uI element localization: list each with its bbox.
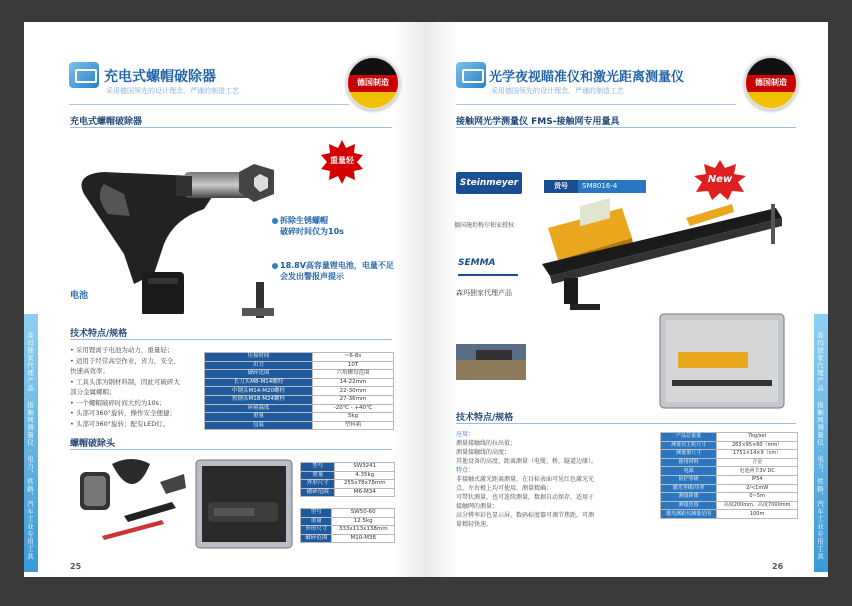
table-row: 出力 10T [205,361,394,370]
section-divider [456,423,796,424]
table-row: 激光等级/功率 2/<1mW [661,484,798,493]
table-row: 破碎范围 M10-M36 [301,534,395,543]
new-badge-label: New [707,174,733,185]
feature-item: • 一个螺帽破碎时间大约为10s； [70,398,166,407]
callout-rust-nut: 拆除生锈螺帽 破碎时间仅为10s [280,216,344,236]
callout-dot [272,263,278,269]
table-row: 型号 SW50-60 [301,509,395,518]
page-title: 充电式螺帽破除器 [104,69,216,85]
description-text [456,430,597,529]
description-line: 应用： [456,431,475,438]
lightweight-badge-label: 重量轻 [330,156,354,165]
table-row: 防护等级 IP54 [661,475,798,484]
tool-case-image [194,458,294,550]
callout-dot [272,218,278,224]
section-divider [70,339,392,340]
feature-item: 快速高效率； [70,367,109,375]
description-line: 非接触式激光距离测量，在目标表面可见红色激光光 [456,476,595,483]
table-row: 长刀头M8-M14螺栓 14-22mm [205,378,394,387]
header-divider [69,104,349,105]
section-divider [70,449,392,450]
section-title-heads: 螺帽破除头 [70,439,116,449]
page-number: 25 [70,562,82,571]
description-line: 其他设备的高度、距离测量（电缆、桥、隧道边缘）。 [456,458,598,465]
table-row: 激光测距仪测量范围 100m [661,510,798,519]
table-row: 产品总重量 7kg/set [661,433,798,442]
table-row: 重量 5kg [205,413,394,422]
table-row: 环境温度 -20℃ - +40℃ [205,404,394,413]
semma-logo: SEMMA [458,258,518,276]
spec-table [660,432,798,519]
page-subtitle: 采用德国领先的设计理念、严谨的制造工艺 [106,87,239,95]
section-header-icon [456,62,486,88]
feature-item: • 采用锂离子电池为动力，重量轻； [70,346,174,354]
table-row: 电源 电池两节3V DC [661,467,798,476]
model-label: 货号 [544,180,578,193]
table-row: 型号 SW3241 [301,463,395,472]
made-in-germany-seal [744,56,798,110]
table-row: 包装 塑料箱 [205,421,394,430]
section-divider [70,127,392,128]
feature-list [70,345,180,429]
callout-battery: 18.8V高容量锂电池，电量不足 会发出警报声提示 [280,261,394,281]
semma-caption: 森玛独家代理产品 [456,289,512,297]
breaker-head-accessory-image [238,280,283,325]
model-tag [544,180,646,193]
description-line: 接触网的测量； [456,503,499,510]
page-title: 光学夜视瞄准仪和激光距离测量仪 [489,70,685,85]
head-spec-table-2 [300,508,395,543]
table-row: 重量 4.35kg [301,471,395,480]
table-row: 破碎范围 M6-M34 [301,488,395,497]
right-page [426,22,828,577]
description-line: 可带状测量，也可连续测量，数据自动保存，适用于 [456,494,595,501]
made-in-germany-seal [346,56,400,110]
section-divider [456,127,796,128]
table-row: 测量架尺寸 1751×14×9（cm） [661,450,798,459]
description-line: 高分辨率彩色显示屏，数码标度器可调节焦距，可测 [456,512,595,519]
table-row: 外形尺寸 255x78x78mm [301,480,395,489]
head-spec-table-1 [300,462,395,497]
seal-label: 德国制造 [748,77,794,89]
page-number: 26 [772,562,784,571]
left-page [24,22,426,577]
table-row: 使用材料 合金 [661,458,798,467]
description-line: 测量接触线的拉出值； [456,440,517,447]
table-row: 破碎范围 六角螺母范围 [205,370,394,379]
carrying-case-image [658,312,786,410]
battery-label: 电池 [70,291,89,301]
side-tab-left: 森玛独家代理产品 · 接触网测量仪 · 电力、铁路、汽车工业专用工具 [24,314,38,572]
seal-label: 德国制造 [350,77,396,89]
description-line: 点，左右极上均可使用，测量精确； [456,485,553,492]
description-line: 量精轻快速。 [456,521,493,528]
field-photo [456,344,526,380]
spec-table [204,352,394,430]
section-title-specs: 技术特点/规格 [70,329,128,339]
page-subtitle: 采用德国领先的设计理念、严谨的制造工艺 [491,87,624,95]
feature-item: • 适用于经常高空作业，省力，安全， [70,356,180,365]
steinmeyer-logo: Steinmeyer [456,172,522,194]
brand-caption: 德国施坦梅尔独家授权 [454,222,515,229]
section-header-icon [69,62,99,88]
table-row: 压接时间 ~6-8s [205,353,394,362]
table-row: 中钢头M14-M20螺栓 22-30mm [205,387,394,396]
section-title-specs: 技术特点/规格 [456,413,514,423]
header-divider [456,104,736,105]
table-row: 测量距离 0~5m [661,493,798,502]
feature-item: • 头部可360°旋转，操作安全便捷； [70,409,177,417]
description-line: 特点： [456,467,475,474]
nut-breaker-heads-image [72,454,190,554]
side-tab-right: 森玛独家代理产品 · 接触网测量仪 · 电力、铁路、汽车工业专用工具 [814,314,828,572]
feature-item: • 头部可360°旋转；配有LED灯。 [70,419,170,428]
model-value: SM8016-4 [582,182,618,190]
table-row: 测量范围 高度200mm，高度7000mm [661,501,798,510]
table-row: 短钢头M18-M24螺栓 27-36mm [205,395,394,404]
section-title-product: 充电式螺帽破除器 [70,117,143,127]
feature-item: 部分金属螺帽； [70,388,116,396]
table-row: 重量 12.5kg [301,517,395,526]
feature-item: • 工具头部为钢材料制，因此可破碎大 [70,377,180,386]
table-row: 外形尺寸 333x113x138mm [301,526,395,535]
description-line: 测量接触线的高度； [456,449,511,456]
table-row: 测量仪主机尺寸 263×95×60（mm） [661,441,798,450]
section-title-product: 接触网光学测量仪 FMS-接触网专用量具 [456,117,620,127]
